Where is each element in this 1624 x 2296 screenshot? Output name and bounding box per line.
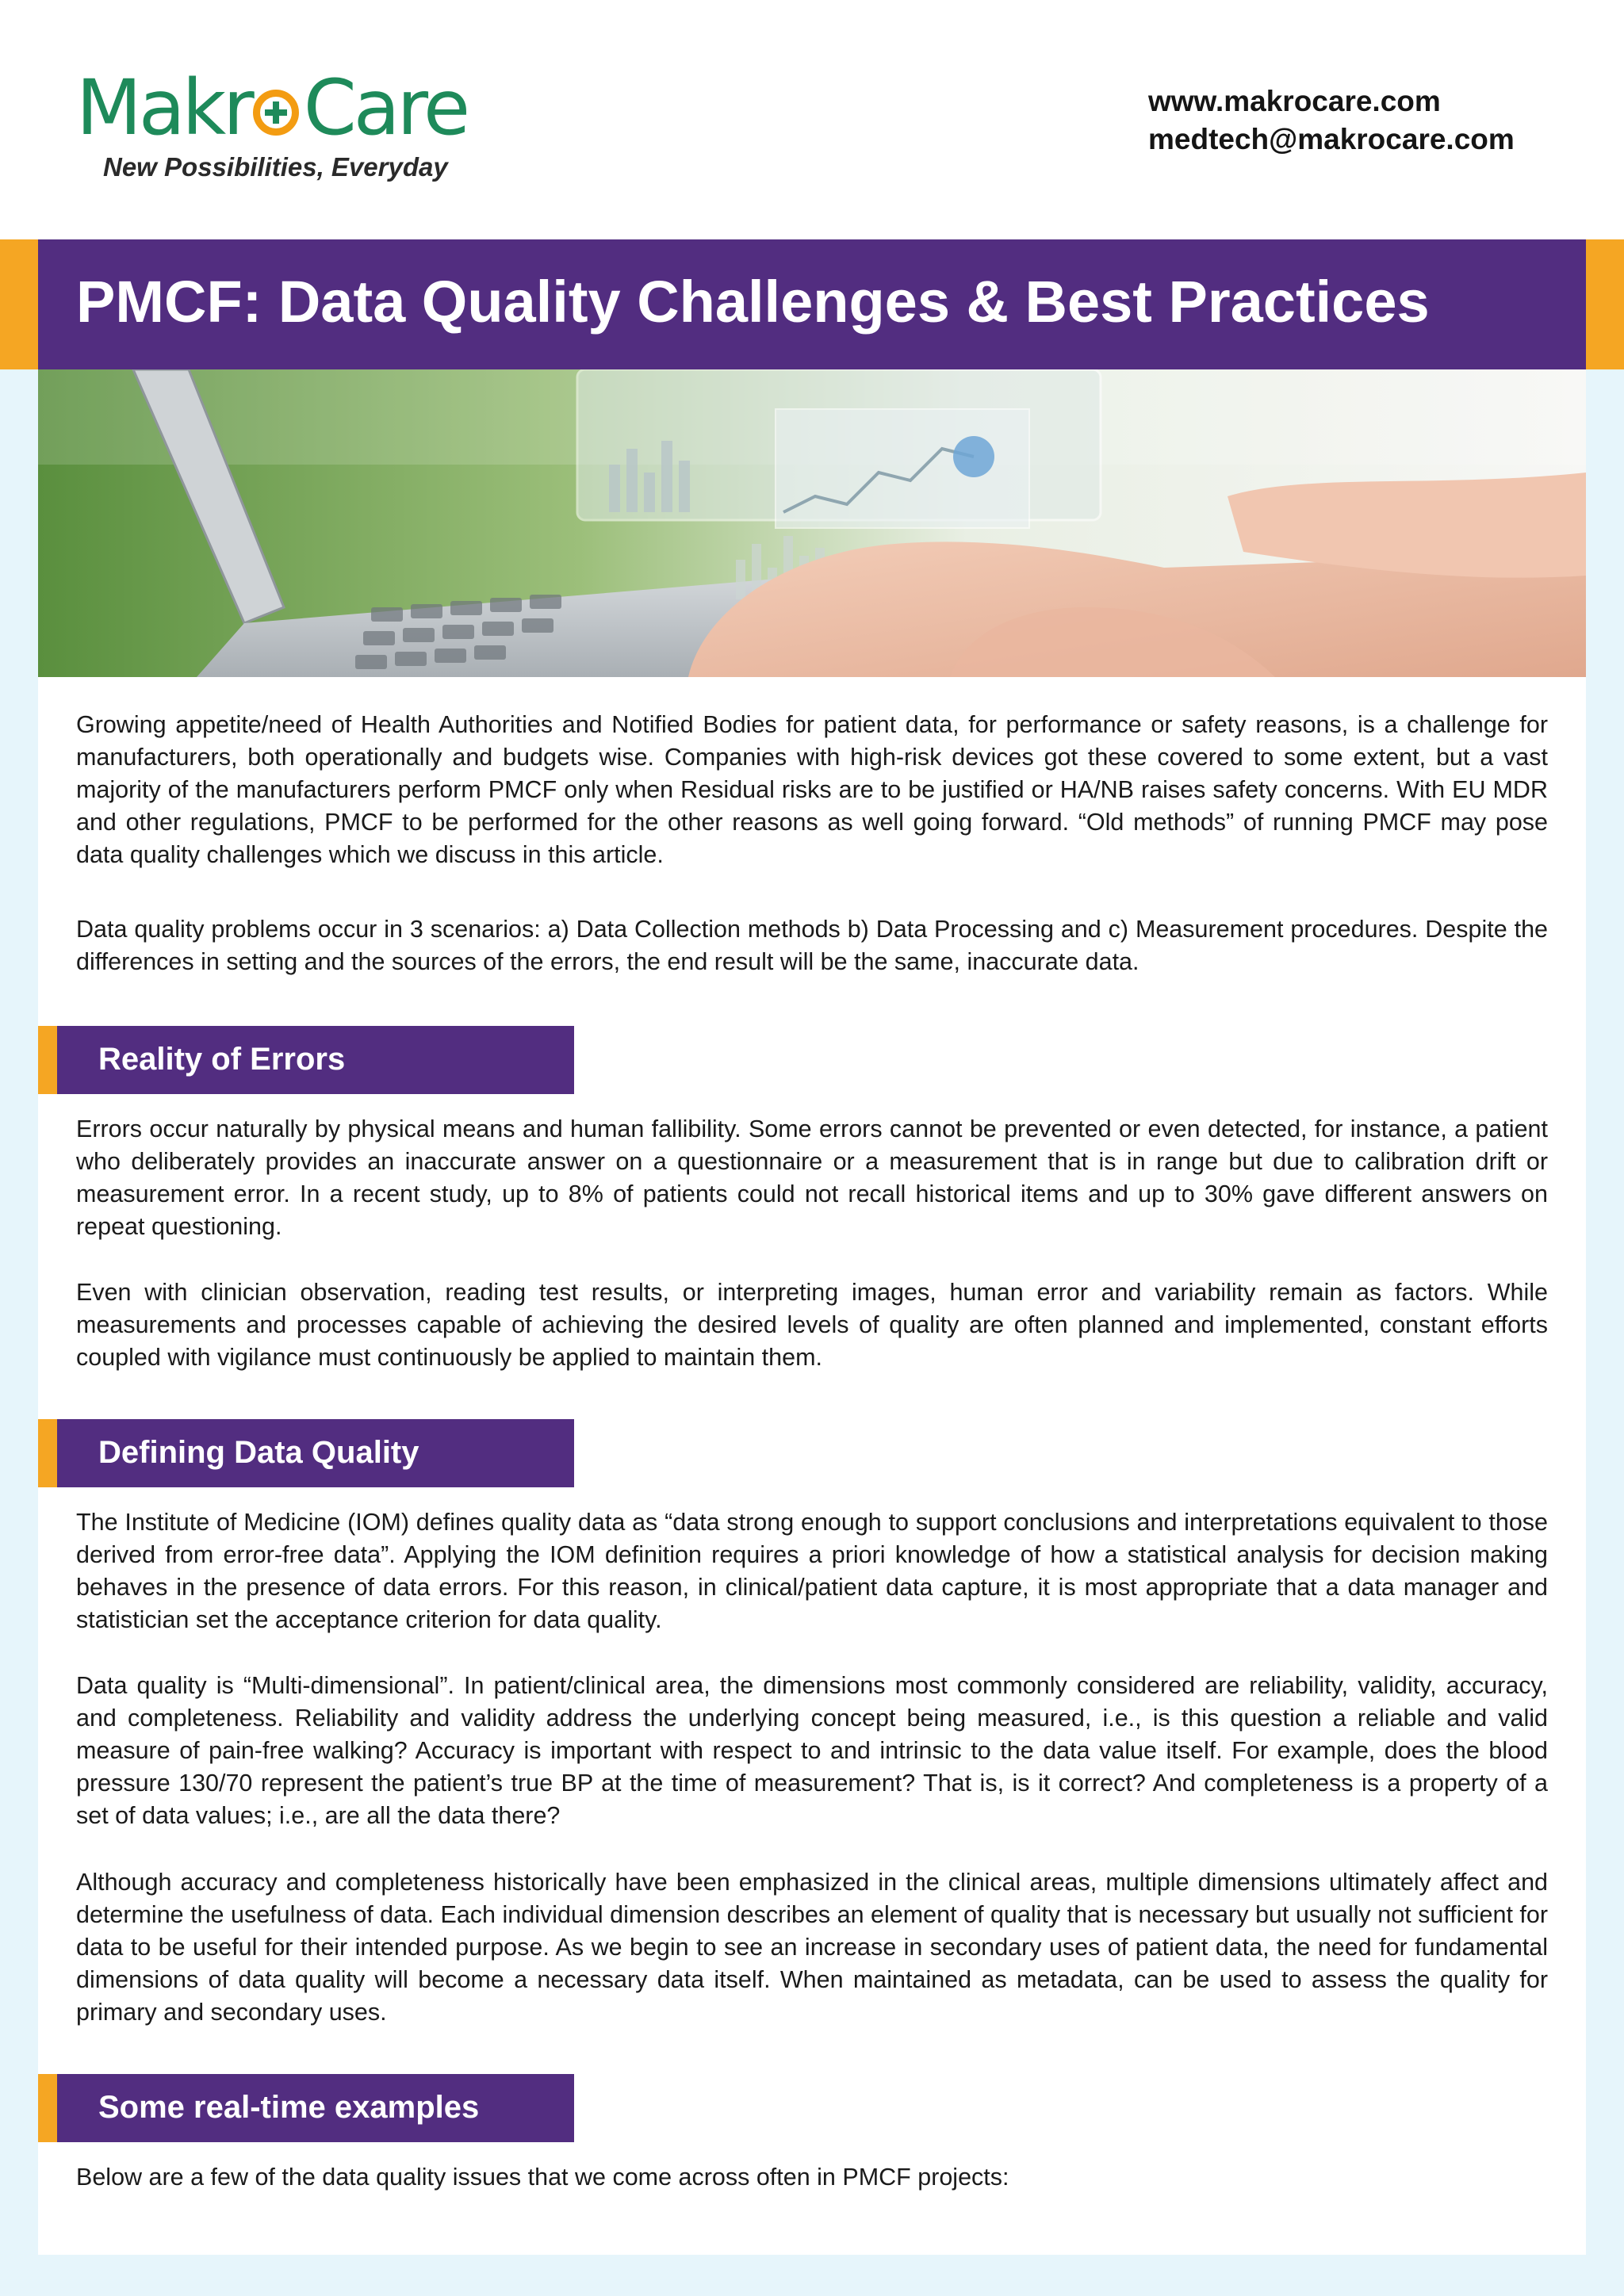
contact-info — [1148, 82, 1515, 159]
laptop-hands-illustration — [38, 369, 1586, 677]
hero-image — [38, 369, 1586, 677]
section-accent-bar — [38, 1419, 57, 1487]
intro-paragraph-1: Growing appetite/need of Health Authorities and Notified Bodies for patient data, for performance or safety reasons, is a challenge for manufacturers, both operationally and budgets wise. Companies with high-risk devices got these covered to some extent, but a vast majority of the manufacturers perform PMCF only when Residual risks are to be justified or HA/NB raises safety concerns. With EU MDR and other regulations, PMCF to be performed for the other reasons as well going forward. “Old methods” of running PMCF may pose data quality challenges which we discuss in this article. — [76, 711, 1548, 868]
section-heading-real-time-examples — [38, 2074, 574, 2142]
plus-circle-icon — [253, 90, 299, 136]
title-accent-left — [0, 239, 38, 369]
defining-paragraph-2: Data quality is “Multi-dimensional”. In patient/clinical area, the dimensions most commonly considered are reliability, validity, accuracy, and completeness. Reliability and validity address the underlying concept being measured, i.e., is this question a reliable and valid measure of pain-free walking? Accuracy is important with respect to and intrinsic to the data value itself. For example, does the blood pressure 130/70 represent the patient’s true BP at the time of measurement? That is, is it correct? And completeness is a property of a set of data values; i.e., are all the data there? — [76, 1672, 1548, 1829]
logo-tagline: New Possibilities, Everyday — [103, 152, 448, 182]
section-heading-text: Reality of Errors — [98, 1042, 346, 1077]
email-link[interactable]: medtech@makrocare.com — [1148, 123, 1515, 155]
section-accent-bar — [38, 2074, 57, 2142]
page-header — [0, 0, 1624, 239]
section-heading-text: Some real-time examples — [98, 2090, 480, 2125]
makrocare-logo — [76, 63, 467, 152]
title-accent-right — [1586, 239, 1624, 369]
logo-text-part-2: Care — [303, 63, 467, 152]
title-banner — [0, 239, 1624, 369]
logo-text-part-1: Makr — [76, 63, 251, 152]
intro-paragraph-2: Data quality problems occur in 3 scenarios: a) Data Collection methods b) Data Processing and c) Measurement procedures. Despite the differences in setting and the sources of the errors, the end result will be the same, inaccurate data. — [76, 916, 1548, 975]
defining-paragraph-1: The Institute of Medicine (IOM) defines quality data as “data strong enough to support conclusions and interpretations equivalent to those derived from error-free data”. Applying the IOM definition requires a priori knowledge of how a statistical analysis for decision making behaves in the presence of data errors. For this reason, in clinical/patient data capture, it is most appropriate that a data manager and statistician set the acceptance criterion for data quality. — [76, 1509, 1548, 1633]
page-title: PMCF: Data Quality Challenges & Best Practices — [76, 269, 1430, 335]
reality-paragraph-2: Even with clinician observation, reading test results, or interpreting images, human error and variability remain as factors. While measurements and processes capable of achieving the desired levels of quality are often planned and implemented, constant efforts coupled with vigilance must continuously be applied to maintain them. — [76, 1279, 1548, 1371]
defining-paragraph-3: Although accuracy and completeness historically have been emphasized in the clinical areas, multiple dimensions ultimately affect and determine the usefulness of data. Each individual dimension describes an element of quality that is necessary but usually not sufficient for data to be useful for their intended purpose. As we begin to see an increase in secondary uses of patient data, the need for fundamental dimensions of data quality will become a necessary data itself. When maintained as metadata, can be used to assess the quality for primary and secondary uses. — [76, 1869, 1548, 2026]
section-accent-bar — [38, 1026, 57, 1094]
reality-paragraph-1: Errors occur naturally by physical means and human fallibility. Some errors cannot be prevented or even detected, for instance, a patient who deliberately provides an inaccurate answer on a questionnaire or a measurement that is in range but due to calibration drift or measurement error. In a recent study, up to 8% of patients could not recall historical items and up to 30% gave different answers on repeat questioning. — [76, 1115, 1548, 1240]
section-heading-defining-data-quality — [38, 1419, 574, 1487]
content-panel — [38, 369, 1586, 2255]
website-link[interactable]: www.makrocare.com — [1148, 85, 1441, 117]
section-heading-reality-of-errors — [38, 1026, 574, 1094]
section-heading-text: Defining Data Quality — [98, 1435, 419, 1470]
examples-paragraph-1: Below are a few of the data quality issues that we come across often in PMCF projects: — [76, 2164, 1009, 2191]
